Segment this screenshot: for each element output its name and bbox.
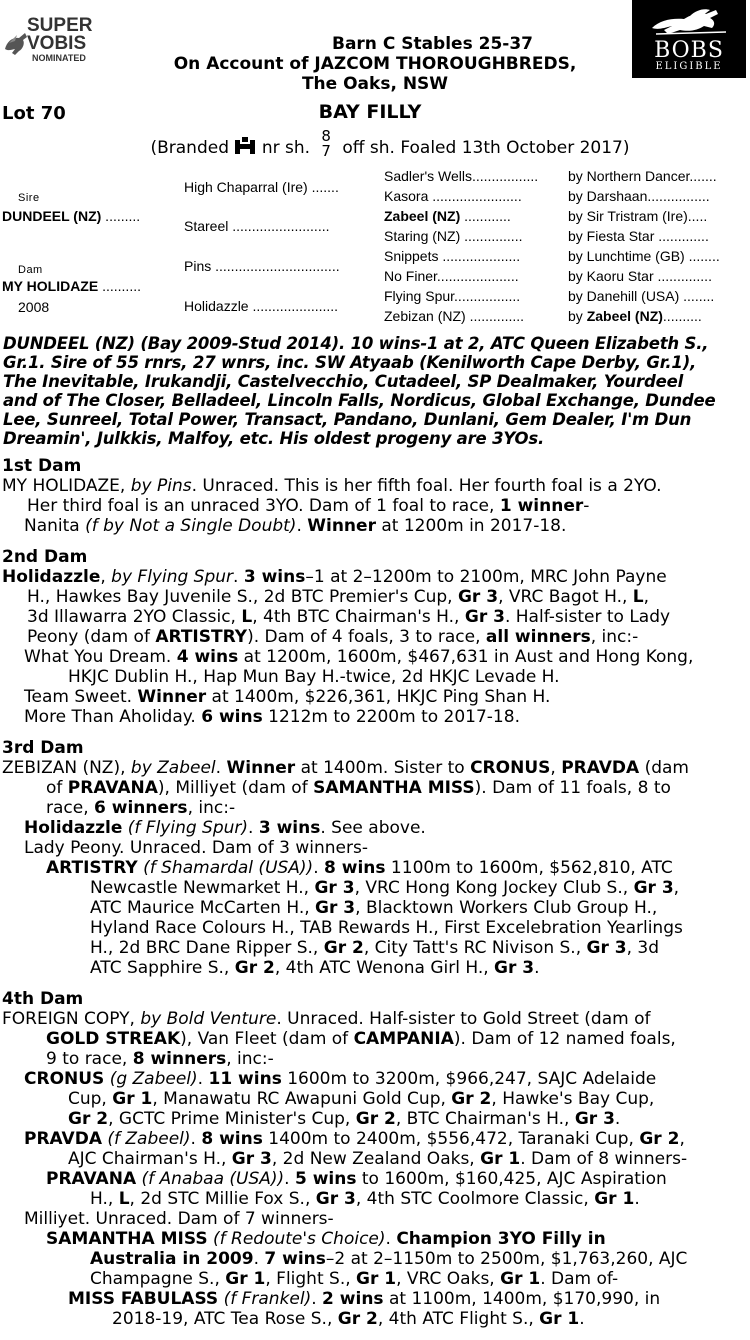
gen4-item: by Zabeel (NZ).......... (568, 308, 702, 324)
lot-number: Lot 70 (2, 103, 66, 124)
fourth-dam-line: Gr 2, GCTC Prime Minister's Cup, Gr 2, BTC Chairman's H., Gr 3. (68, 1109, 621, 1129)
super-vobis-line2: VOBIS (27, 33, 87, 54)
fourth-dam-line: Cup, Gr 1, Manawatu RC Awapuni Gold Cup, Gr 2, Hawke's Bay Cup, (68, 1089, 655, 1109)
brand-mark-icon (234, 137, 256, 155)
fourth-dam-line: Milliyet. Unraced. Dam of 7 winners- (24, 1209, 334, 1229)
gen2-item: Stareel ......................... (184, 218, 330, 234)
fourth-dam-line: SAMANTHA MISS (f Redoute's Choice). Champion 3YO Filly in (46, 1229, 606, 1249)
gen3-item: Staring (NZ) ............... (384, 228, 523, 244)
third-dam-line: Newcastle Newmarket H., Gr 3, VRC Hong Kong Jockey Club S., Gr 3, (90, 878, 680, 898)
sire-label: Sire (18, 192, 40, 204)
gen2-item: Pins ................................ (184, 258, 340, 274)
sire-line: DUNDEEL (NZ) (Bay 2009-Stud 2014). 10 wins-1 at 2, ATC Queen Elizabeth S., (3, 334, 709, 353)
third-dam-line: of PRAVANA), Milliyet (dam of SAMANTHA MISS). Dam of 11 foals, 8 to (46, 778, 671, 798)
third-dam-line: race, 6 winners, inc:- (46, 798, 236, 818)
dam-label: Dam (18, 264, 43, 276)
first-dam-heading: 1st Dam (2, 456, 82, 476)
gen3-item: Sadler's Wells................. (384, 168, 539, 184)
dam-name: MY HOLIDAZE .......... (2, 278, 141, 294)
fourth-dam-line: PRAVANA (f Anabaa (USA)). 5 wins to 1600m, $160,425, AJC Aspiration (46, 1169, 667, 1189)
sire-line: and of The Closer, Belladeel, Lincoln Falls, Nordicus, Global Exchange, Dundee (3, 391, 716, 410)
dam-year: 2008 (18, 299, 50, 315)
third-dam-line: ARTISTRY (f Shamardal (USA)). 8 wins 1100m to 1600m, $562,810, ATC (46, 858, 673, 878)
brand-line (0, 127, 750, 163)
super-vobis-line3: NOMINATED (32, 53, 86, 63)
gen4-item: by Lunchtime (GB) ........ (568, 248, 720, 264)
second-dam-line: 3d Illawarra 2YO Classic, L, 4th BTC Chairman's H., Gr 3. Half-sister to Lady (27, 607, 671, 627)
fourth-dam-line: AJC Chairman's H., Gr 3, 2d New Zealand Oaks, Gr 1. Dam of 8 winners- (68, 1149, 688, 1169)
third-dam-line: ATC Maurice McCarten H., Gr 3, Blacktown Workers Club Group H., (90, 898, 658, 918)
third-dam-line: ATC Sapphire S., Gr 2, 4th ATC Wenona Girl H., Gr 3. (90, 958, 540, 978)
bobs-line2: ELIGIBLE (655, 61, 723, 72)
gen4-item: by Northern Dancer....... (568, 168, 717, 184)
pedigree-table (0, 165, 750, 323)
gen2-item: High Chaparral (Ire) ....... (184, 179, 339, 195)
gen4-item: by Kaoru Star .............. (568, 268, 712, 284)
gen3-item: Zebizan (NZ) .............. (384, 308, 525, 324)
third-dam-line: Lady Peony. Unraced. Dam of 3 winners- (24, 838, 368, 858)
lot-title: BAY FILLY (318, 101, 422, 123)
gen4-item: by Danehill (USA) ........ (568, 288, 715, 304)
gen4-item: by Darshaan................ (568, 188, 710, 204)
second-dam-line: Holidazzle, by Flying Spur. 3 wins–1 at 2–1200m to 2100m, MRC John Payne (2, 567, 667, 587)
fourth-dam-heading: 4th Dam (2, 989, 84, 1009)
gen3-item: Snippets .................... (384, 248, 521, 264)
gen3-item: Kasora ....................... (384, 188, 522, 204)
gen3-item: Flying Spur................. (384, 288, 521, 304)
sire-line: Dreamin', Julkkis, Malfoy, etc. His oldest progeny are 3YOs. (3, 429, 545, 448)
sire-line: Gr.1. Sire of 55 rnrs, 27 wnrs, inc. SW Atyaab (Kenilworth Cape Derby, Gr.1), (3, 353, 697, 372)
third-dam-line: ZEBIZAN (NZ), by Zabeel. Winner at 1400m. Sister to CRONUS, PRAVDA (dam (2, 758, 689, 778)
sire-name: DUNDEEL (NZ) ......... (2, 208, 141, 224)
fourth-dam-line: 2018-19, ATC Tea Rose S., Gr 2, 4th ATC Flight S., Gr 1. (112, 1309, 585, 1329)
brand-mid: nr sh. (261, 138, 311, 158)
fourth-dam-line: 9 to race, 8 winners, inc:- (46, 1049, 274, 1069)
sire-name-text: DUNDEEL (NZ) (2, 208, 102, 224)
second-dam-line: HKJC Dublin H., Hap Mun Bay H.-twice, 2d HKJC Levade H. (68, 667, 560, 687)
super-vobis-line1: SUPER (27, 15, 93, 36)
brand-frac-bottom: 7 (321, 142, 331, 160)
sire-line: The Inevitable, Irukandji, Castelvecchio, Cutadeel, SP Dealmaker, Yourdeel (3, 372, 684, 391)
second-dam-line: Team Sweet. Winner at 1400m, $226,361, HKJC Ping Shan H. (24, 687, 551, 707)
second-dam-line: What You Dream. 4 wins at 1200m, 1600m, $467,631 in Aust and Hong Kong, (24, 647, 694, 667)
second-dam-heading: 2nd Dam (2, 547, 88, 567)
vendor-place: The Oaks, NSW (301, 74, 449, 94)
sire-summary (3, 334, 747, 448)
second-dam-line: H., Hawkes Bay Juvenile S., 2d BTC Premier's Cup, Gr 3, VRC Bagot H., L, (27, 587, 650, 607)
sire-line: Lee, Sunreel, Total Power, Transact, Pandano, Dunlani, Gem Dealer, I'm Dun (3, 410, 692, 429)
fourth-dam-line: MISS FABULASS (f Frankel). 2 wins at 1100m, 1400m, $170,990, in (68, 1289, 661, 1309)
third-dam-line: Hyland Race Colours H., TAB Rewards H., First Excelebration Yearlings (90, 918, 683, 938)
gen3-item: Zabeel (NZ) ............ (384, 208, 511, 224)
gen2-item: Holidazzle ...................... (184, 298, 339, 314)
fourth-dam-line: CRONUS (g Zabeel). 11 wins 1600m to 3200m, $966,247, SAJC Adelaide (24, 1069, 657, 1089)
gen3-item: No Finer..................... (384, 268, 519, 284)
fourth-dam-line: H., L, 2d STC Millie Fox S., Gr 3, 4th STC Coolmore Classic, Gr 1. (90, 1189, 640, 1209)
fourth-dam-line: GOLD STREAK), Van Fleet (dam of CAMPANIA). Dam of 12 named foals, (46, 1029, 676, 1049)
fourth-dam-line: PRAVDA (f Zabeel). 8 wins 1400m to 2400m, $556,472, Taranaki Cup, Gr 2, (24, 1129, 685, 1149)
vendor-account: On Account of JAZCOM THOROUGHBREDS, (173, 54, 577, 74)
bobs-line1: BOBS (654, 38, 724, 63)
fourth-dam-line: Champagne S., Gr 1, Flight S., Gr 1, VRC Oaks, Gr 1. Dam of- (90, 1269, 619, 1289)
brand-fraction (321, 129, 331, 159)
first-dam-line: Nanita (f by Not a Single Doubt). Winner at 1200m in 2017-18. (24, 516, 567, 536)
third-dam-line: Holidazzle (f Flying Spur). 3 wins. See above. (24, 818, 426, 838)
brand-frac-top: 8 (321, 127, 331, 145)
dam-name-text: MY HOLIDAZE (2, 278, 99, 294)
second-dam-line: Peony (dam of ARTISTRY). Dam of 4 foals, 3 to race, all winners, inc:- (27, 627, 639, 647)
third-dam-heading: 3rd Dam (2, 738, 84, 758)
fourth-dam-line: Australia in 2009. 7 wins–2 at 2–1150m to 2500m, $1,763,260, AJC (90, 1249, 688, 1269)
brand-prefix: (Branded (150, 138, 229, 158)
fourth-dam-line: FOREIGN COPY, by Bold Venture. Unraced. Half-sister to Gold Street (dam of (2, 1009, 651, 1029)
second-dam-line: More Than Aholiday. 6 wins 1212m to 2200m to 2017-18. (24, 707, 520, 727)
third-dam-line: H., 2d BRC Dane Ripper S., Gr 2, City Tatt's RC Nivison S., Gr 3, 3d (90, 938, 660, 958)
gen4-item: by Sir Tristram (Ire)..... (568, 208, 708, 224)
gen4-item: by Fiesta Star ............. (568, 228, 709, 244)
first-dam-line: Her third foal is an unraced 3YO. Dam of 1 foal to race, 1 winner- (27, 496, 590, 516)
brand-suffix: off sh. Foaled 13th October 2017) (342, 138, 630, 158)
first-dam-line: MY HOLIDAZE, by Pins. Unraced. This is her fifth foal. Her fourth foal is a 2YO. (2, 476, 662, 496)
barn-location: Barn C Stables 25-37 (331, 34, 533, 54)
